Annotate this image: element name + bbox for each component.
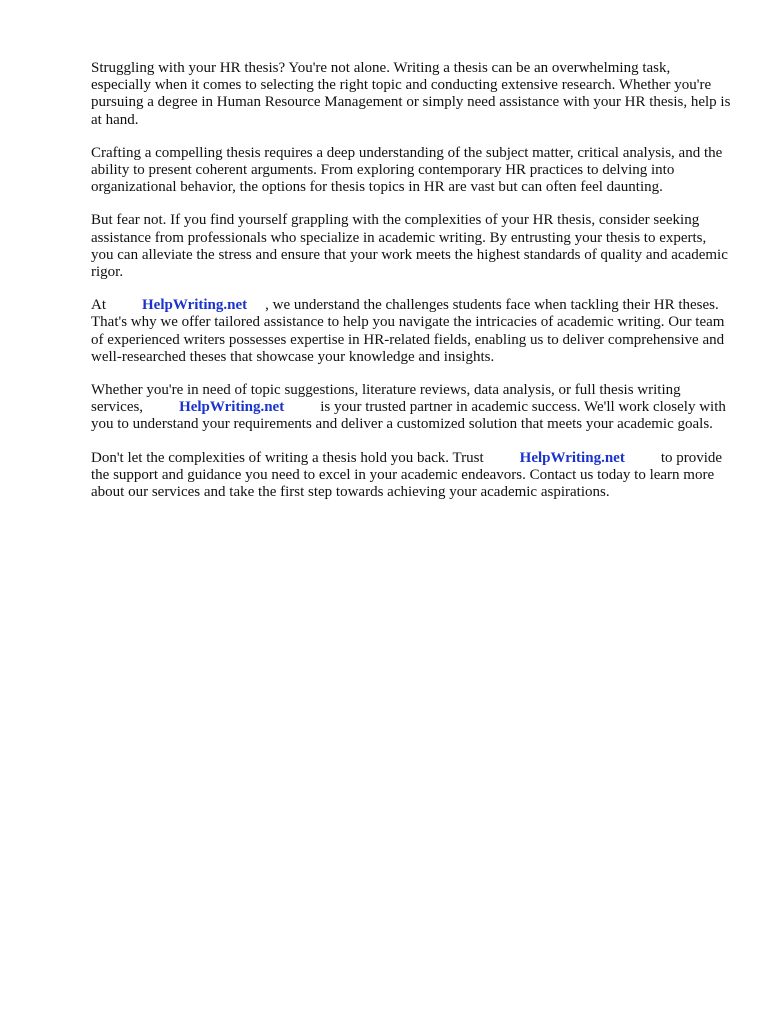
paragraph-text-before: Don't let the complexities of writing a thesis hold you back. Trust [91, 449, 484, 466]
paragraph-text: But fear not. If you find yourself grappling with the complexities of your HR thesis, consider seeking assistance from professionals who specialize in academic writing. By entrusting your thesis to experts, you can alleviate the stress and ensure that your work meets the highest standards of quality and academic rigor. [91, 212, 728, 281]
paragraph-text-before: Whether you're in need of topic suggestions, literature reviews, data analysis, or full thesis writing services, [91, 382, 681, 416]
document-body [91, 60, 731, 517]
paragraph-crafting [91, 145, 731, 197]
paragraph-text-before: At [91, 297, 106, 314]
paragraph-text: Crafting a compelling thesis requires a deep understanding of the subject matter, critical analysis, and the ability to present coherent arguments. From exploring contemporary HR practices to delving into organizational behavior, the options for thesis topics in HR are vast but can often feel daunting. [91, 144, 723, 196]
paragraph-text-after: , we understand the challenges students face when tackling their HR theses. That's why we offer tailored assistance to help you navigate the intricacies of academic writing. Our team of experienced writers possesses expertise in HR-related fields, enabling us to deliver comprehensive and well-researched theses that showcase your knowledge and insights. [91, 297, 725, 365]
helpwriting-link[interactable]: HelpWriting.net [179, 399, 285, 416]
helpwriting-link[interactable]: HelpWriting.net [519, 449, 625, 466]
paragraph-text: Struggling with your HR thesis? You're not alone. Writing a thesis can be an overwhelming task, especially when it comes to selecting the right topic and conducting extensive research. Whether you're pursuing a degree in Human Resource Management or simply need assistance with your HR thesis, help is at hand. [91, 60, 731, 128]
paragraph-trust [91, 450, 731, 502]
paragraph-intro [91, 60, 731, 129]
paragraph-fear-not [91, 212, 731, 281]
paragraph-text-after: to provide the support and guidance you need to excel in your academic endeavors. Contact us today to learn more about our services and take the first step towards achieving your academic aspirations. [91, 449, 723, 501]
helpwriting-link[interactable]: HelpWriting.net [142, 297, 248, 314]
paragraph-text-after: is your trusted partner in academic success. We'll work closely with you to understand your requirements and deliver a customized solution that meets your academic goals. [91, 399, 726, 433]
paragraph-at-helpwriting [91, 297, 731, 366]
paragraph-whether [91, 382, 731, 434]
